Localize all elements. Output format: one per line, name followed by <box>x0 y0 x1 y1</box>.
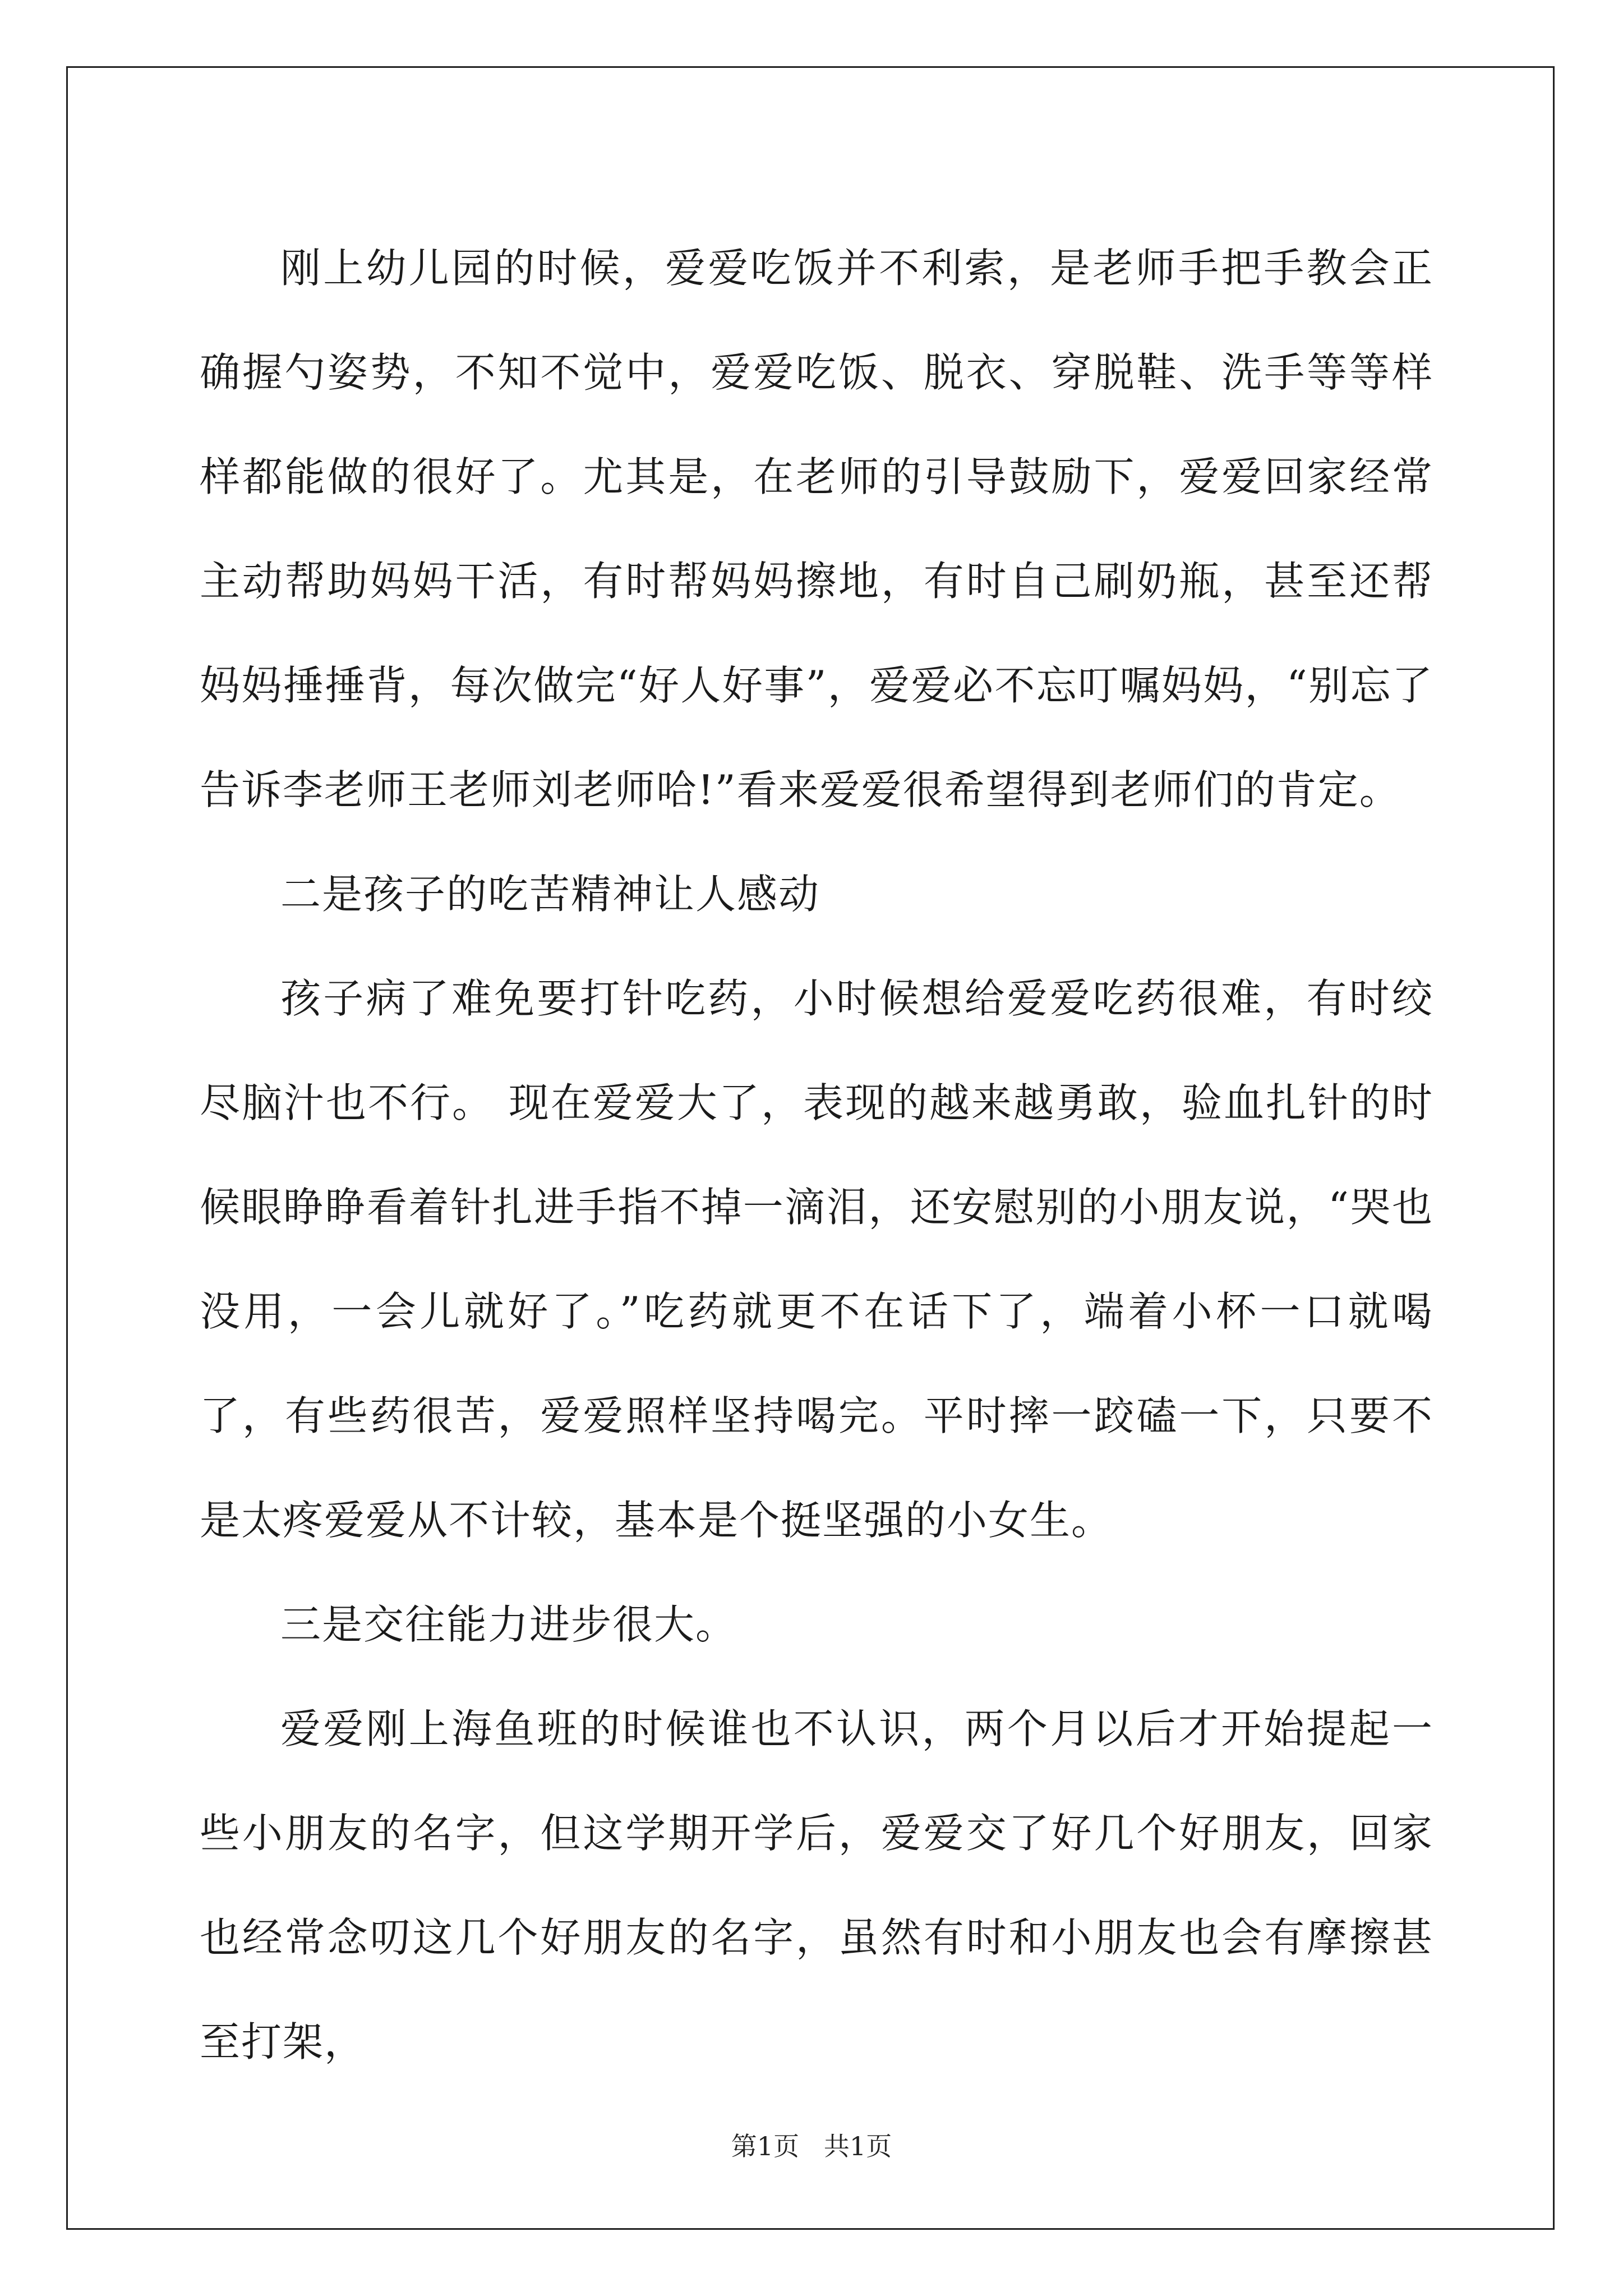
page-number: 第1页 共1页 <box>731 2131 892 2161</box>
paragraph-1: 刚上幼儿园的时候，爱爱吃饭并不利索，是老师手把手教会正确握勺姿势，不知不觉中，爱爱吃饭、脱衣、穿脱鞋、洗手等等样样都能做的很好了。尤其是，在老师的引导鼓励下，爱爱回家经常主动帮助妈妈干活，有时帮妈妈擦地，有时自己刷奶瓶，甚至还帮妈妈捶捶背，每次做完“好人好事”，爱爱必不忘叮嘱妈妈，“别忘了告诉李老师王老师刘老师哈!”看来爱爱很希望得到老师们的肯定。 <box>200 245 1433 813</box>
page-footer <box>0 2129 1623 2163</box>
section-heading-3: 三是交往能力进步很大。 <box>280 1601 737 1648</box>
document-body <box>200 216 1433 2094</box>
paragraph-2: 孩子病了难免要打针吃药，小时候想给爱爱吃药很难，有时绞尽脑汁也不行。 现在爱爱大了，表现的越来越勇敢，验血扎针的时候眼睁睁看着针扎进手指不掉一滴泪，还安慰别的小朋友说，“哭也没用，一会儿就好了。”吃药就更不在话下了，端着小杯一口就喝了，有些药很苦，爱爱照样坚持喝完。平时摔一跤磕一下，只要不是太疼爱爱从不计较，基本是个挺坚强的小女生。 <box>200 975 1433 1544</box>
paragraph-3: 爱爱刚上海鱼班的时候谁也不认识，两个月以后才开始提起一些小朋友的名字，但这学期开学后，爱爱交了好几个好朋友，回家也经常念叨这几个好朋友的名字，虽然有时和小朋友也会有摩擦甚至打架， <box>200 1705 1433 2065</box>
section-heading-2: 二是孩子的吃苦精神让人感动 <box>280 871 820 918</box>
